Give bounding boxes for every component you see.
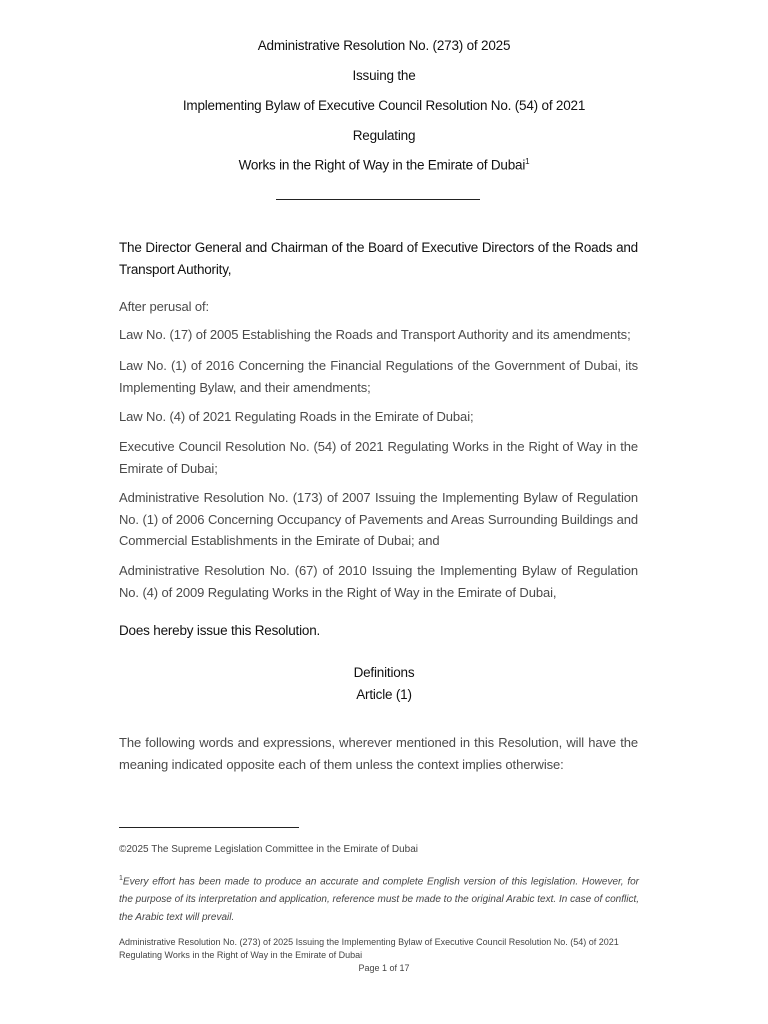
title-issuing: Issuing the: [352, 68, 416, 83]
title-bylaw: Implementing Bylaw of Executive Council Resolution No. (54) of 2021: [182, 98, 586, 113]
article-body: The following words and expressions, wherever mentioned in this Resolution, will have the meaning indicated opposite each of them unless the context implies otherwise:: [119, 735, 638, 772]
preamble-item: Administrative Resolution No. (67) of 2010 Issuing the Implementing Bylaw of Regulation No. (4) of 2009 Regulating Works in the Right of Way in the Emirate of Dubai,: [119, 563, 638, 600]
preamble-item: Law No. (4) of 2021 Regulating Roads in the Emirate of Dubai;: [119, 409, 474, 424]
section-heading: Definitions: [353, 665, 415, 680]
issuer-statement: The Director General and Chairman of the Board of Executive Directors of the Roads and Transport Authority,: [119, 240, 638, 277]
preamble-item: Administrative Resolution No. (173) of 2007 Issuing the Implementing Bylaw of Regulation No. (1) of 2006 Concerning Occupancy of Pavements and Areas Surrounding Buildings and Commercial Establishments in the Emirate of Dubai; and: [119, 490, 638, 548]
title-divider: [276, 199, 480, 200]
footnote-divider: [119, 827, 299, 828]
title-subject-text: Works in the Right of Way in the Emirate of Dubai: [238, 157, 526, 173]
preamble-intro: After perusal of:: [119, 299, 210, 314]
issue-statement: Does hereby issue this Resolution.: [119, 623, 321, 638]
article-heading: Article (1): [356, 687, 412, 702]
footnote-number: 1: [119, 875, 123, 882]
footnote-text: Every effort has been made to produce an accurate and complete English version of this legislation. However, for the purpose of its interpretation and application, reference must be made to the original Arabic text. In case of conflict, the Arabic text will prevail.: [119, 876, 639, 924]
preamble-item: Executive Council Resolution No. (54) of 2021 Regulating Works in the Right of Way in the Emirate of Dubai;: [119, 439, 638, 476]
preamble-item: Law No. (17) of 2005 Establishing the Roads and Transport Authority and its amendments;: [119, 327, 631, 342]
page-number: Page 1 of 17: [358, 963, 410, 973]
copyright-notice: ©2025 The Supreme Legislation Committee in the Emirate of Dubai: [119, 844, 419, 855]
title-regulating: Regulating: [352, 128, 416, 143]
title-subject: [0, 157, 768, 173]
running-footer: Administrative Resolution No. (273) of 2025 Issuing the Implementing Bylaw of Executive Council Resolution No. (54) of 2021 Regulating Works in the Right of Way in the Emirate of Dubai: [119, 937, 619, 960]
translation-footnote: [119, 870, 639, 927]
footnote-marker[interactable]: 1: [525, 157, 530, 166]
resolution-title: Administrative Resolution No. (273) of 2025: [257, 38, 511, 53]
preamble-item: Law No. (1) of 2016 Concerning the Financial Regulations of the Government of Dubai, its Implementing Bylaw, and their amendments;: [119, 358, 638, 395]
